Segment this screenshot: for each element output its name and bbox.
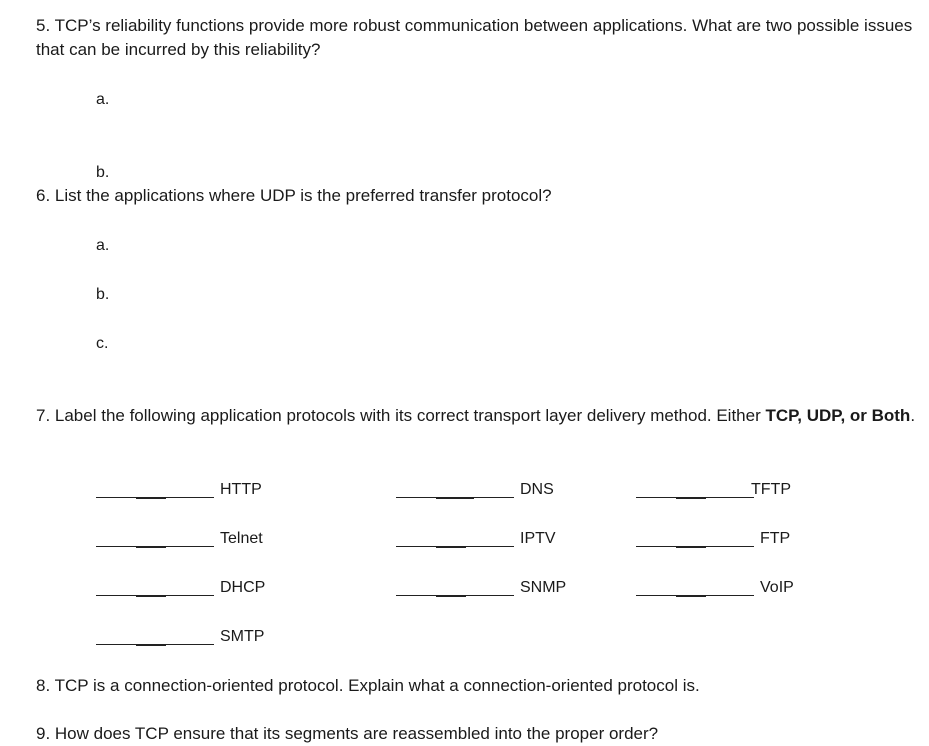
question-9: 9. How does TCP ensure that its segments are reassembled into the proper order?	[36, 724, 659, 743]
protocol-label: FTP	[760, 530, 791, 547]
question-5: 5. TCP’s reliability functions provide more robust communication between applications. What are two possible issues that can be incurred by this reliability?	[36, 16, 913, 59]
q7-text-suffix: .	[910, 406, 916, 425]
protocol-label: SMTP	[220, 628, 265, 645]
q7-text-prefix: 7. Label the following application protocols with its correct transport layer delivery method. Either	[36, 406, 766, 425]
protocol-label: DHCP	[220, 579, 266, 596]
protocol-label: TFTP	[751, 481, 791, 498]
question-7	[36, 404, 926, 428]
answer-blank[interactable]	[96, 595, 214, 596]
answer-blank[interactable]	[636, 546, 754, 547]
protocol-label: VoIP	[760, 579, 794, 596]
answer-blank[interactable]	[96, 497, 214, 498]
question-8: 8. TCP is a connection-oriented protocol. Explain what a connection-oriented protocol is.	[36, 676, 700, 695]
q6-option-b: b.	[96, 286, 110, 303]
protocol-label: DNS	[520, 481, 554, 498]
answer-blank[interactable]	[636, 497, 754, 498]
q7-bold-options: TCP, UDP, or Both	[765, 406, 911, 425]
protocol-label: SNMP	[520, 579, 567, 596]
answer-blank[interactable]	[636, 595, 754, 596]
q5-option-b: b.	[96, 164, 110, 181]
q6-option-c: c.	[96, 335, 109, 352]
protocol-label: IPTV	[520, 530, 556, 547]
protocol-label: Telnet	[220, 530, 263, 547]
answer-blank[interactable]	[396, 497, 514, 498]
question-6: 6. List the applications where UDP is the preferred transfer protocol?	[36, 186, 552, 205]
answer-blank[interactable]	[96, 644, 214, 645]
q5-option-a: a.	[96, 91, 110, 108]
q6-option-a: a.	[96, 237, 110, 254]
answer-blank[interactable]	[396, 595, 514, 596]
answer-blank[interactable]	[396, 546, 514, 547]
protocol-label: HTTP	[220, 481, 262, 498]
answer-blank[interactable]	[96, 546, 214, 547]
